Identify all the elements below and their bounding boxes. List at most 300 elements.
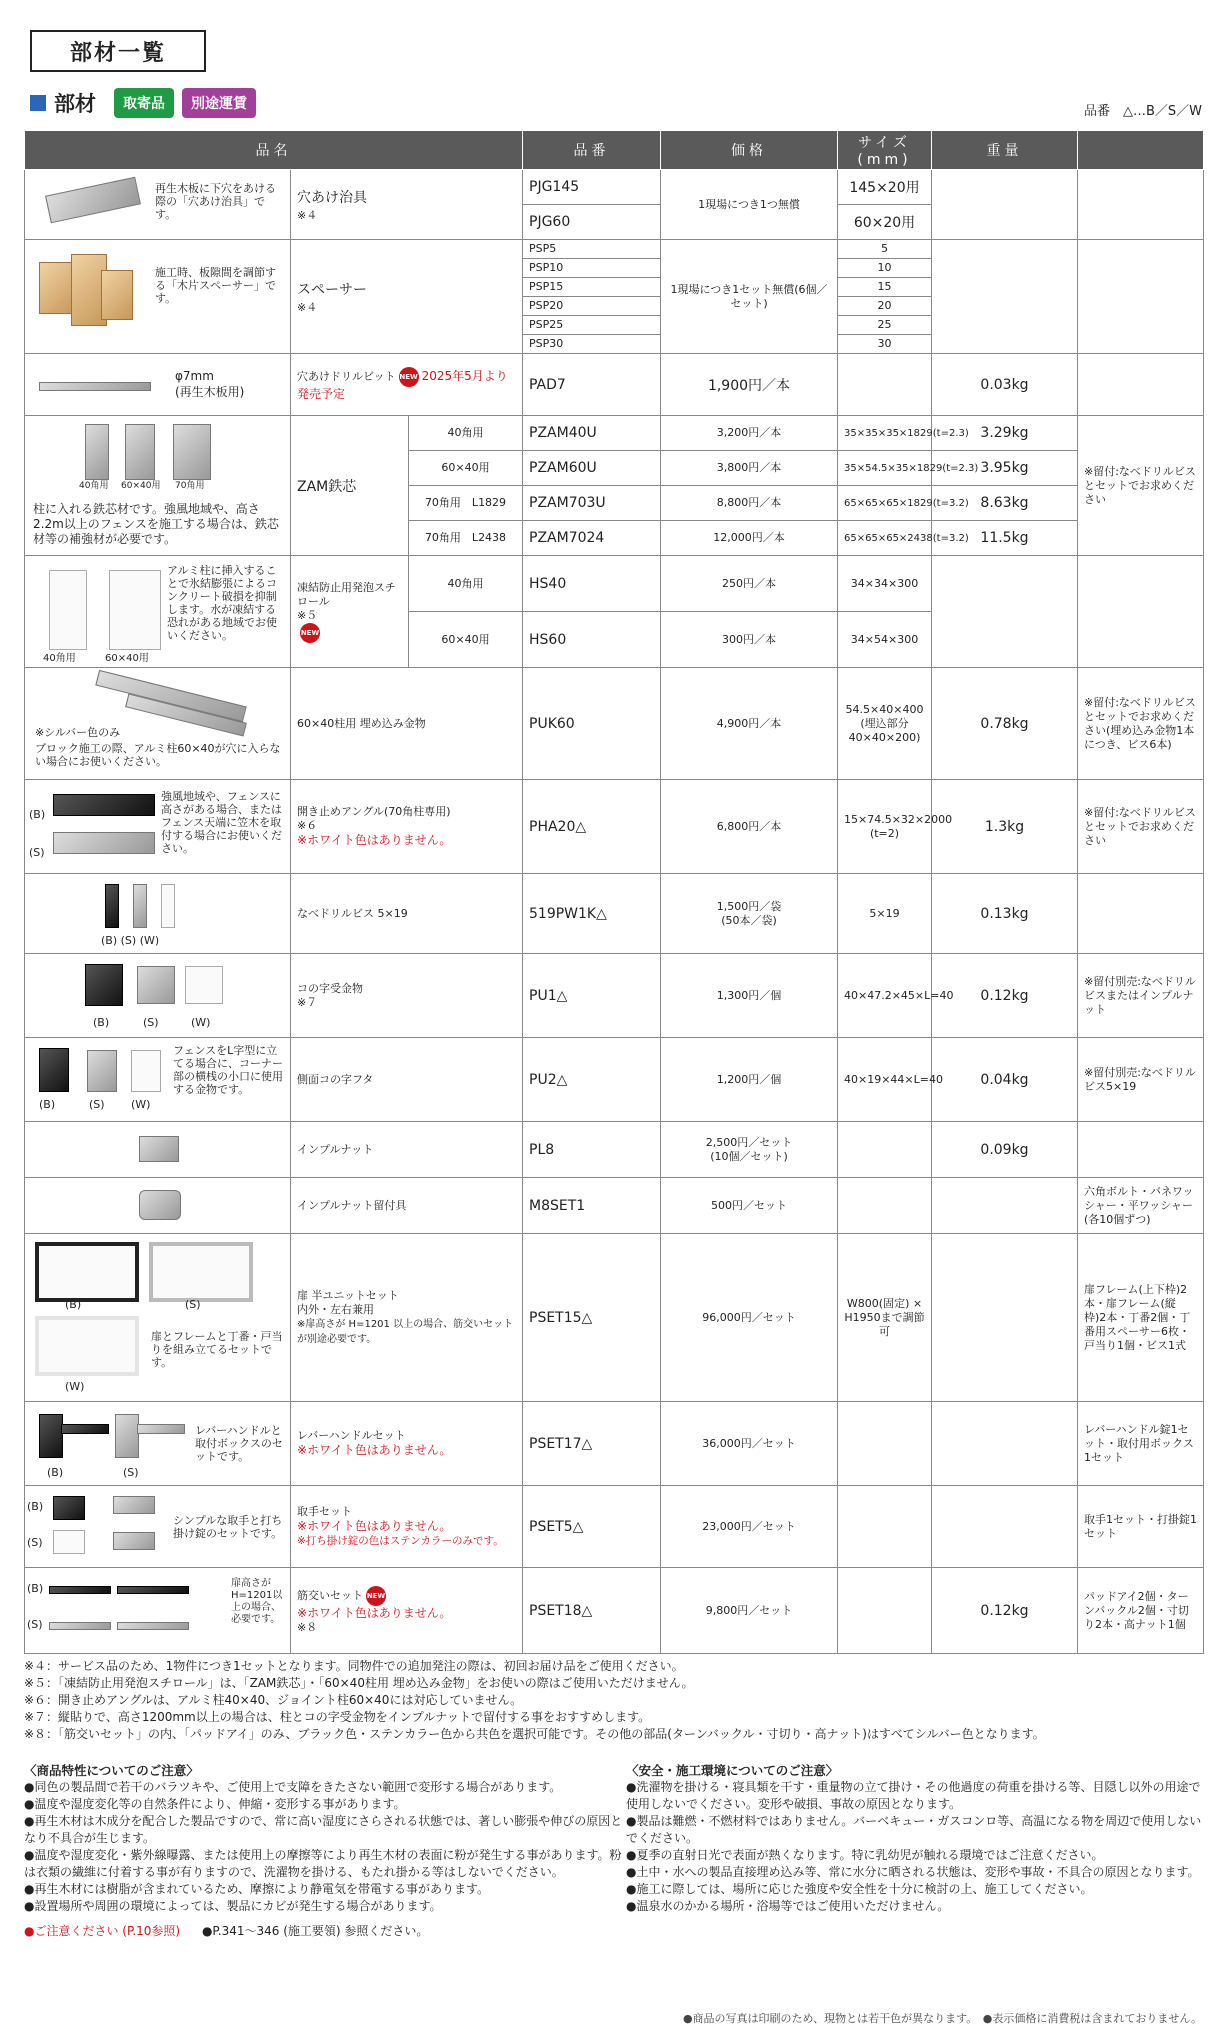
footnote: ※６：開き止めアングルは、アルミ柱40×40、ジョイント柱60×40には対応していません。 bbox=[24, 1693, 523, 1707]
care-title: 〈商品特性についてのご注意〉 bbox=[24, 1763, 199, 1778]
item-size bbox=[838, 1234, 932, 1402]
name-text: 筋交いセット bbox=[297, 1589, 363, 1602]
name-text: 開き止めアングル(70角柱専用) bbox=[297, 805, 451, 818]
table-row bbox=[25, 1234, 1204, 1402]
item-name bbox=[291, 556, 409, 668]
row-image bbox=[25, 1568, 291, 1654]
item-price: 8,800円／本 bbox=[661, 486, 838, 521]
name-text: 穴あけドリルビット bbox=[297, 370, 396, 383]
image-label: (S) bbox=[143, 1016, 159, 1029]
item-price: 3,200円／本 bbox=[661, 416, 838, 451]
item-name: 側面コの字フタ bbox=[291, 1038, 523, 1122]
item-name bbox=[291, 954, 523, 1038]
table-row bbox=[25, 1568, 1204, 1654]
spacer-photo bbox=[101, 270, 133, 320]
item-size: 35×54.5×35×1829(t=2.3) bbox=[838, 451, 932, 486]
item-name bbox=[291, 1402, 523, 1486]
image-label: (B) bbox=[47, 1466, 64, 1479]
item-remark: ※留付:なべドリルビスとセットでお求めください bbox=[1078, 780, 1204, 874]
turnbuckle-photo bbox=[49, 1586, 111, 1594]
handle-silver-photo bbox=[53, 1530, 85, 1554]
image-label: (B) bbox=[93, 1016, 110, 1029]
image-label: (B) bbox=[27, 1582, 44, 1595]
item-code: PUK60 bbox=[523, 668, 661, 780]
item-name: 60×40柱用 埋め込み金物 bbox=[291, 668, 523, 780]
item-code: PSP10 bbox=[523, 259, 661, 278]
table-row bbox=[25, 954, 1204, 1038]
item-code: PZAM40U bbox=[523, 416, 661, 451]
item-code: PJG60 bbox=[523, 205, 661, 240]
item-code: PSP20 bbox=[523, 297, 661, 316]
item-code: PSET15△ bbox=[523, 1234, 661, 1402]
item-size bbox=[838, 1178, 932, 1234]
turnbuckle-photo bbox=[117, 1586, 189, 1594]
item-price: 12,000円／本 bbox=[661, 521, 838, 556]
item-remark: レバーハンドル錠1セット・取付用ボックス1セット bbox=[1078, 1402, 1204, 1486]
image-caption: レバーハンドルと取付ボックスのセットです。 bbox=[195, 1424, 283, 1463]
image-caption: 再生木板に下穴をあける際の「穴あけ治具」です。 bbox=[155, 182, 276, 221]
item-price: 23,000円／セット bbox=[661, 1486, 838, 1568]
image-caption: (再生木板用) bbox=[175, 385, 245, 399]
size-line: (埋込部分40×40×200) bbox=[848, 716, 921, 744]
item-weight bbox=[932, 170, 1078, 240]
table-row bbox=[25, 354, 1204, 416]
item-weight: 0.09kg bbox=[932, 1122, 1078, 1178]
image-label: (S) bbox=[27, 1536, 43, 1549]
new-badge: NEW bbox=[366, 1586, 386, 1606]
row-image bbox=[25, 874, 291, 954]
item-sub: 40角用 bbox=[409, 416, 523, 451]
bracket-photo bbox=[185, 966, 223, 1004]
item-name: ZAM鉄芯 bbox=[291, 416, 409, 556]
item-code: PAD7 bbox=[523, 354, 661, 416]
door-frame-black-photo bbox=[35, 1242, 139, 1302]
footnote: ※５：「凍結防止用発泡スチロール」は、「ZAM鉄芯」・「60×40柱用 埋め込み金物」をお使いの際はご使用いただけません。 bbox=[24, 1676, 694, 1690]
side-cap-photo bbox=[87, 1050, 117, 1092]
image-caption: 扉とフレームと丁番・戸当りを組み立てるセットです。 bbox=[151, 1330, 283, 1369]
header-code: 品番 bbox=[523, 131, 661, 170]
image-caption: ブロック施工の際、アルミ柱60×40が穴に入らない場合にお使いください。 bbox=[35, 742, 281, 768]
item-size: 65×65×65×2438(t=3.2) bbox=[838, 521, 932, 556]
item-name bbox=[291, 1568, 523, 1654]
safety-notes bbox=[626, 1762, 1202, 1915]
item-price: 96,000円／セット bbox=[661, 1234, 838, 1402]
item-remark bbox=[1078, 1122, 1204, 1178]
name-text: スペーサー bbox=[297, 281, 367, 298]
manual-link[interactable]: ●P.341～346 (施工要領) 参照ください。 bbox=[201, 1924, 429, 1938]
item-code: 519PW1K△ bbox=[523, 874, 661, 954]
size-line: H1950まで調節可 bbox=[844, 1310, 925, 1338]
item-code: PL8 bbox=[523, 1122, 661, 1178]
item-size: 60×20用 bbox=[838, 205, 932, 240]
item-weight bbox=[932, 1402, 1078, 1486]
item-price: 300円／本 bbox=[661, 612, 838, 668]
item-price: 1,900円／本 bbox=[661, 354, 838, 416]
item-sub: 40角用 bbox=[409, 556, 523, 612]
screw-photo bbox=[133, 884, 147, 928]
name-text: コの字受金物 bbox=[297, 981, 363, 995]
item-size bbox=[838, 668, 932, 780]
size-line: 54.5×40×400 bbox=[845, 702, 924, 716]
footnote: ※４：サービス品のため、1物件につき1セットとなります。同物件での追加発注の際は、初回お届け品をご使用ください。 bbox=[24, 1659, 684, 1673]
table-row bbox=[25, 240, 1204, 259]
side-cap-photo bbox=[131, 1050, 161, 1092]
care-item: ●施工に際しては、場所に応じた強度や安全性を十分に検討の上、施工してください。 bbox=[626, 1882, 1093, 1896]
item-name bbox=[291, 354, 523, 416]
item-size: 40×19×44×L=40 bbox=[838, 1038, 932, 1122]
care-item: ●設置場所や周囲の環境によっては、製品にカビが発生する場合があります。 bbox=[24, 1899, 442, 1913]
size-line: (t=2) bbox=[869, 826, 900, 840]
care-item: ●再生木材には樹脂が含まれているため、摩擦により静電気を帯電する事があります。 bbox=[24, 1882, 490, 1896]
footnote: ※７：縦貼りで、高さ1200mm以上の場合は、柱とコの字受金物をインプルナットで留付する事をおすすめします。 bbox=[24, 1710, 651, 1724]
item-remark: ※留付別売:なべドリルビス5×19 bbox=[1078, 1038, 1204, 1122]
lever-handle-black-photo bbox=[39, 1414, 63, 1458]
item-remark: 六角ボルト・バネワッシャー・平ワッシャー(各10個ずつ) bbox=[1078, 1178, 1204, 1234]
red-note: ※ホワイト色はありません。 bbox=[297, 1519, 452, 1533]
item-price: 9,800円／セット bbox=[661, 1568, 838, 1654]
item-size bbox=[838, 1122, 932, 1178]
new-badge: NEW bbox=[399, 367, 419, 387]
handle-black-photo bbox=[53, 1496, 85, 1520]
item-code: HS40 bbox=[523, 556, 661, 612]
item-remark: 取手1セット・打掛錠1セット bbox=[1078, 1486, 1204, 1568]
section-header bbox=[30, 88, 256, 118]
red-note: ※ホワイト色はありません。 bbox=[297, 1606, 452, 1620]
item-name: なべドリルビス 5×19 bbox=[291, 874, 523, 954]
item-code: PZAM60U bbox=[523, 451, 661, 486]
image-label: (W) bbox=[131, 1098, 151, 1111]
item-weight: 0.13kg bbox=[932, 874, 1078, 954]
care-item: ●土中・水への製品直接埋め込み等、常に水分に晒される状態は、変形や事故・不具合の原因となります。 bbox=[626, 1865, 1200, 1879]
red-note: ※ホワイト色はありません。 bbox=[297, 1443, 452, 1457]
new-badge: NEW bbox=[300, 623, 320, 643]
item-name bbox=[291, 1486, 523, 1568]
name-text: 扉 半ユニットセット bbox=[297, 1288, 399, 1302]
price-line: 1,500円／袋 bbox=[716, 899, 782, 913]
item-price: 1,200円／個 bbox=[661, 1038, 838, 1122]
table-row bbox=[25, 170, 1204, 205]
image-label: 60×40用 bbox=[105, 653, 149, 664]
care-item: ●同色の製品間で若干のバラツキや、ご使用上で支障をきたさない範囲で変形する場合があります。 bbox=[24, 1780, 562, 1794]
item-remark bbox=[1078, 874, 1204, 954]
caution-link[interactable]: ●ご注意ください (P.10参照) bbox=[24, 1924, 181, 1938]
lever-handle-silver-photo bbox=[137, 1424, 185, 1434]
note-text: ※４ bbox=[297, 300, 318, 314]
image-label: (S) bbox=[123, 1466, 139, 1479]
care-item: ●再生木材は木成分を配合した製品ですので、常に高い湿度にさらされる状態では、著しい膨張や伸びの原因となり不具合が生じます。 bbox=[24, 1814, 623, 1845]
item-code: PZAM703U bbox=[523, 486, 661, 521]
item-remark: 扉フレーム(上下枠)2本・扉フレーム(縦枠)2本・丁番2個・丁番用スペーサー6枚・戸当り1個・ビス1式 bbox=[1078, 1234, 1204, 1402]
item-size: 15 bbox=[838, 278, 932, 297]
item-size: 30 bbox=[838, 335, 932, 354]
fixing-tool-photo bbox=[139, 1190, 181, 1220]
item-weight: 3.95kg bbox=[932, 451, 1078, 486]
row-image bbox=[25, 416, 291, 556]
item-remark bbox=[1078, 170, 1204, 240]
item-code: HS60 bbox=[523, 612, 661, 668]
bracket-photo bbox=[85, 964, 123, 1006]
image-label: 60×40用 bbox=[121, 481, 161, 491]
item-weight: 0.78kg bbox=[932, 668, 1078, 780]
item-weight bbox=[932, 1234, 1078, 1402]
size-line: 15×74.5×32×2000 bbox=[844, 812, 953, 826]
item-size bbox=[838, 780, 953, 874]
section-square-icon bbox=[30, 95, 46, 111]
row-image bbox=[25, 1038, 291, 1122]
name-text: 取手セット bbox=[297, 1505, 352, 1518]
row-image bbox=[25, 954, 291, 1038]
lever-handle-silver-photo bbox=[115, 1414, 139, 1458]
table-row bbox=[25, 1178, 1204, 1234]
item-price: 1現場につき1つ無償 bbox=[661, 170, 838, 240]
item-size: 25 bbox=[838, 316, 932, 335]
item-code: PSP15 bbox=[523, 278, 661, 297]
image-label: (B) bbox=[65, 1298, 82, 1311]
table-row bbox=[25, 1402, 1204, 1486]
item-remark bbox=[1078, 556, 1204, 668]
item-size: 35×35×35×1829(t=2.3) bbox=[838, 416, 932, 451]
name-text: レバーハンドルセット bbox=[297, 1429, 406, 1442]
name-text: 凍結防止用発泡スチロール bbox=[297, 580, 396, 608]
item-name bbox=[291, 780, 523, 874]
table-row bbox=[25, 556, 1204, 612]
item-name: インプルナット留付具 bbox=[291, 1178, 523, 1234]
image-caption: 強風地域や、フェンスに高さがある場合、またはフェンス天端に笠木を取付する場合にお使いください。 bbox=[161, 790, 282, 855]
image-caption: 施工時、板隙間を調節する「木片スペーサー」です。 bbox=[155, 266, 276, 305]
image-label: (S) bbox=[27, 1618, 43, 1631]
image-label: 40角用 bbox=[43, 653, 76, 664]
note-text: ※４ bbox=[297, 208, 318, 222]
note-text: ※扉高さが H=1201 以上の場合、筋交いセットが別途必要です。 bbox=[297, 1318, 514, 1345]
item-remark: ※留付:なべドリルビスとセットでお求めください(埋め込み金物1本につき、ビス6本) bbox=[1078, 668, 1204, 780]
zam-core-photo bbox=[125, 424, 155, 480]
row-image bbox=[25, 170, 291, 240]
image-caption: フェンスをL字型に立てる場合に、コーナー部の横桟の小口に使用する金物です。 bbox=[173, 1044, 283, 1096]
screw-photo bbox=[161, 884, 175, 928]
item-code: PU1△ bbox=[523, 954, 661, 1038]
header-weight: 重量 bbox=[932, 131, 1078, 170]
item-size bbox=[838, 1402, 932, 1486]
care-item: ●製品は難燃・不燃材料ではありません。バーベキュー・ガスコンロ等、高温になる物を周辺で使用しないでください。 bbox=[626, 1814, 1202, 1845]
care-item: ●洗濯物を掛ける・寝具類を干す・重量物の立て掛け・その他過度の荷重を掛ける等、目隠し以外の用途で使用しないでください。変形や破損、事故の原因となります。 bbox=[626, 1780, 1201, 1811]
row-image bbox=[25, 1402, 291, 1486]
item-sub: 60×40用 bbox=[409, 612, 523, 668]
image-label: (W) bbox=[65, 1380, 85, 1393]
item-name: インプルナット bbox=[291, 1122, 523, 1178]
item-size: 5×19 bbox=[838, 874, 932, 954]
styrofoam-photo bbox=[49, 570, 87, 650]
row-image bbox=[25, 780, 291, 874]
item-weight: 8.63kg bbox=[932, 486, 1078, 521]
shipping-tag: 別途運賃 bbox=[182, 88, 256, 118]
item-size: 34×34×300 bbox=[838, 556, 932, 612]
table-row bbox=[25, 874, 1204, 954]
zam-core-photo bbox=[85, 424, 109, 480]
footnote: ※８：「筋交いセット」の内、「パッドアイ」のみ、ブラック色・ステンカラー色から共色を選択可能です。その他の部品(ターンバックル・寸切り・高ナット)はすべてシルバー色となります。 bbox=[24, 1727, 1045, 1741]
header-size: サイズ(mm) bbox=[838, 131, 932, 170]
table-row bbox=[25, 1038, 1204, 1122]
header-name: 品名 bbox=[25, 131, 523, 170]
item-weight: 1.3kg bbox=[932, 780, 1078, 874]
item-size: 145×20用 bbox=[838, 170, 932, 205]
item-remark: ※留付:なべドリルビスとセットでお求めください bbox=[1078, 416, 1204, 556]
table-row bbox=[25, 780, 1204, 874]
item-code: PHA20△ bbox=[523, 780, 661, 874]
image-label: 70角用 bbox=[175, 481, 205, 491]
item-size: 65×65×65×1829(t=3.2) bbox=[838, 486, 932, 521]
image-caption: 扉高さがH=1201以上の場合、必要です。 bbox=[231, 1578, 283, 1625]
row-image bbox=[25, 1178, 291, 1234]
latch-photo bbox=[113, 1496, 155, 1514]
item-weight: 0.03kg bbox=[932, 354, 1078, 416]
code-legend: 品番 △…B／S／W bbox=[1083, 104, 1202, 119]
price-line: (10個／セット) bbox=[710, 1149, 788, 1163]
row-image bbox=[25, 1234, 291, 1402]
door-frame-white-photo bbox=[35, 1316, 139, 1376]
care-title: 〈安全・施工環境についてのご注意〉 bbox=[626, 1763, 839, 1778]
item-weight bbox=[932, 1178, 1078, 1234]
item-weight: 0.12kg bbox=[932, 1568, 1078, 1654]
turnbuckle-photo bbox=[49, 1622, 111, 1630]
parts-table bbox=[24, 130, 1204, 1654]
item-sub: 60×40用 bbox=[409, 451, 523, 486]
item-weight bbox=[932, 1486, 1078, 1568]
note-text: ※８ bbox=[297, 1621, 318, 1634]
item-code: PSP25 bbox=[523, 316, 661, 335]
image-label: (S) bbox=[29, 846, 45, 859]
image-caption: アルミ柱に挿入することで氷結膨張によるコンクリート破損を抑制します。水が凍結する恐れがある地域でお使いください。 bbox=[167, 564, 277, 642]
image-caption: φ7mm bbox=[175, 369, 214, 383]
image-label: (B) (S) (W) bbox=[101, 934, 160, 947]
row-image bbox=[25, 1486, 291, 1568]
item-price: 36,000円／セット bbox=[661, 1402, 838, 1486]
image-caption: 柱に入れる鉄芯材です。強風地域や、高さ2.2m以上のフェンスを施工する場合は、鉄芯材等の補強材が必要です。 bbox=[33, 502, 279, 546]
care-item: ●温泉水のかかる場所・浴場等ではご使用いただけません。 bbox=[626, 1899, 950, 1913]
item-code: M8SET1 bbox=[523, 1178, 661, 1234]
screw-photo bbox=[105, 884, 119, 928]
item-code: PSET5△ bbox=[523, 1486, 661, 1568]
section-title: 部材 bbox=[54, 92, 96, 116]
item-code: PZAM7024 bbox=[523, 521, 661, 556]
row-image bbox=[25, 240, 291, 354]
item-size: 40×47.2×45×L=40 bbox=[838, 954, 932, 1038]
red-note: ※ホワイト色はありません。 bbox=[297, 833, 452, 847]
item-sub: 70角用 L1829 bbox=[409, 486, 523, 521]
item-size: 5 bbox=[838, 240, 932, 259]
image-label: (B) bbox=[27, 1500, 44, 1513]
item-name bbox=[291, 1234, 523, 1402]
item-weight: 3.29kg bbox=[932, 416, 1078, 451]
angle-silver-photo bbox=[53, 832, 155, 854]
item-code: PSP30 bbox=[523, 335, 661, 354]
item-code: PJG145 bbox=[523, 170, 661, 205]
item-weight: 0.12kg bbox=[932, 954, 1078, 1038]
image-caption: シンプルな取手と打ち掛け錠のセットです。 bbox=[173, 1514, 283, 1540]
care-item: ●温度や湿度変化等の自然条件により、伸縮・変形する事があります。 bbox=[24, 1797, 406, 1811]
note-text: ※６ bbox=[297, 819, 318, 832]
care-item: ●夏季の直射日光で表面が熱くなります。特に乳幼児が触れる環境ではご注意ください。 bbox=[626, 1848, 1104, 1862]
note-text: ※５ bbox=[297, 608, 318, 622]
item-code: PU2△ bbox=[523, 1038, 661, 1122]
zam-core-photo bbox=[173, 424, 211, 480]
inplenut-photo bbox=[139, 1136, 179, 1162]
image-caption: ※シルバー色のみ bbox=[35, 726, 121, 739]
footer-note: ●商品の写真は印刷のため、現物とは若干色が異なります。 ●表示価格に消費税は含まれておりません。 bbox=[682, 2012, 1202, 2025]
item-price: 3,800円／本 bbox=[661, 451, 838, 486]
row-image bbox=[25, 354, 291, 416]
footnotes bbox=[24, 1658, 1045, 1743]
item-remark: ※留付別売:なべドリルビスまたはインプルナット bbox=[1078, 954, 1204, 1038]
item-weight: 0.04kg bbox=[932, 1038, 1078, 1122]
drill-bit-photo bbox=[39, 382, 151, 391]
item-code: PSET17△ bbox=[523, 1402, 661, 1486]
image-label: 40角用 bbox=[79, 481, 109, 491]
order-tag: 取寄品 bbox=[114, 88, 174, 118]
header-remark bbox=[1078, 131, 1204, 170]
image-label: (S) bbox=[185, 1298, 201, 1311]
row-image bbox=[25, 556, 291, 668]
item-price: 250円／本 bbox=[661, 556, 838, 612]
item-name bbox=[291, 240, 523, 354]
table-row bbox=[25, 1486, 1204, 1568]
lever-handle-black-photo bbox=[61, 1424, 109, 1434]
image-label: (B) bbox=[29, 808, 46, 821]
red-note: ※打ち掛け錠の色はステンカラーのみです。 bbox=[297, 1535, 504, 1547]
item-price: 1現場につき1セット無償(6個／セット) bbox=[661, 240, 838, 354]
item-remark: パッドアイ2個・ターンバックル2個・寸切り2本・高ナット1個 bbox=[1078, 1568, 1204, 1654]
item-sub: 70角用 L2438 bbox=[409, 521, 523, 556]
item-size: 10 bbox=[838, 259, 932, 278]
item-weight bbox=[932, 556, 1078, 668]
item-weight bbox=[932, 240, 1078, 354]
item-code: PSET18△ bbox=[523, 1568, 661, 1654]
turnbuckle-photo bbox=[117, 1622, 189, 1630]
care-item: ●温度や湿度変化・紫外線曝露、または使用上の摩擦等により再生木材の表面に粉が発生する事があります。粉は衣類の繊維に付着する事が有りますので、洗濯物を掛ける、もたれ掛かる等はしないでください。 bbox=[24, 1848, 622, 1879]
item-size bbox=[838, 354, 932, 416]
item-size bbox=[838, 1486, 932, 1568]
price-line: 2,500円／セット bbox=[705, 1135, 793, 1149]
release-note: 2025年5月より発売予定 bbox=[297, 369, 508, 401]
row-image bbox=[25, 1122, 291, 1178]
table-row bbox=[25, 416, 1204, 451]
item-size bbox=[838, 1568, 932, 1654]
item-price bbox=[661, 874, 838, 954]
note-text: ※７ bbox=[297, 995, 318, 1009]
product-care-notes bbox=[24, 1762, 624, 1940]
name-text: 内外・左右兼用 bbox=[297, 1302, 374, 1316]
page-title: 部材一覧 bbox=[30, 30, 206, 72]
item-price: 1,300円／個 bbox=[661, 954, 838, 1038]
item-name bbox=[291, 170, 523, 240]
latch-photo bbox=[113, 1532, 155, 1550]
size-line: W800(固定) × bbox=[846, 1296, 923, 1310]
price-line: (50本／袋) bbox=[721, 913, 777, 927]
table-row bbox=[25, 1122, 1204, 1178]
image-label: (S) bbox=[89, 1098, 105, 1111]
drill-jig-photo bbox=[45, 177, 141, 224]
item-size: 34×54×300 bbox=[838, 612, 932, 668]
item-size: 20 bbox=[838, 297, 932, 316]
styrofoam-photo bbox=[109, 570, 161, 650]
angle-black-photo bbox=[53, 794, 155, 816]
item-remark bbox=[1078, 354, 1204, 416]
image-label: (B) bbox=[39, 1098, 56, 1111]
item-weight: 11.5kg bbox=[932, 521, 1078, 556]
table-header bbox=[25, 131, 1204, 170]
header-price: 価格 bbox=[661, 131, 838, 170]
item-price bbox=[661, 1122, 838, 1178]
row-image bbox=[25, 668, 291, 780]
